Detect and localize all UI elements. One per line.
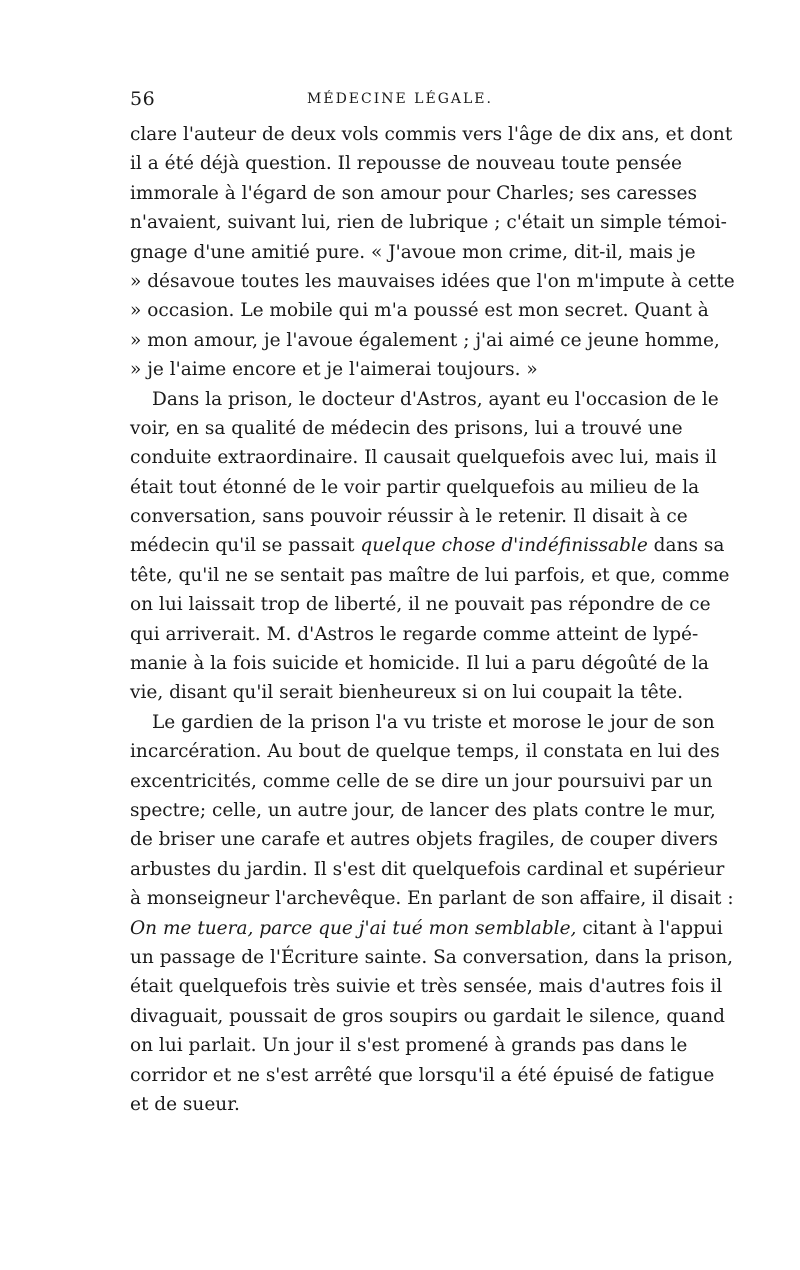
text-line: clare l'auteur de deux vols commis vers l'âge de dix ans, et dont bbox=[130, 124, 733, 145]
text-line: gnage d'une amitié pure. « J'avoue mon crime, dit-il, mais je bbox=[130, 241, 696, 263]
text-segment: médecin qu'il se passait bbox=[130, 535, 355, 557]
text-line: à monseigneur l'archevêque. En parlant de son affaire, il disait : bbox=[130, 888, 734, 910]
paragraph-3 bbox=[130, 708, 734, 1119]
text-line: Dans la prison, le docteur d'Astros, ayant eu l'occasion de le bbox=[152, 388, 719, 410]
text-line: on lui parlait. Un jour il s'est promené à grands pas dans le bbox=[130, 1035, 688, 1057]
text-line: voir, en sa qualité de médecin des prisons, lui a trouvé une bbox=[130, 417, 683, 439]
text-line: incarcération. Au bout de quelque temps, il constata en lui des bbox=[130, 741, 720, 763]
text-line: était tout étonné de le voir partir quelquefois au milieu de la bbox=[130, 476, 700, 498]
text-line: » désavoue toutes les mauvaises idées que l'on m'impute à cette bbox=[130, 270, 735, 292]
text-line: était quelquefois très suivie et très sensée, mais d'autres fois il bbox=[130, 976, 723, 998]
text-line: » mon amour, je l'avoue également ; j'ai aimé ce jeune homme, bbox=[130, 329, 720, 351]
running-title: MÉDECINE LÉGALE. bbox=[307, 91, 493, 107]
text-line: et de sueur. bbox=[130, 1093, 240, 1115]
text-line: de briser une carafe et autres objets fragiles, de couper divers bbox=[130, 829, 719, 851]
text-line: manie à la fois suicide et homicide. Il lui a paru dégoûté de la bbox=[130, 653, 709, 675]
book-page bbox=[130, 88, 735, 1119]
text-line: n'avaient, suivant lui, rien de lubrique ; c'était un simple témoi- bbox=[130, 212, 727, 234]
paragraph-2 bbox=[130, 385, 730, 708]
text-line: vie, disant qu'il serait bienheureux si on lui coupait la tête. bbox=[130, 682, 683, 704]
italic-phrase: quelque chose d'indéfinissable bbox=[360, 535, 648, 557]
text-line: arbustes du jardin. Il s'est dit quelquefois cardinal et supérieur bbox=[130, 858, 725, 880]
text-line: divaguait, poussait de gros soupirs ou gardait le silence, quand bbox=[130, 1005, 725, 1027]
text-line: excentricités, comme celle de se dire un jour poursuivi par un bbox=[130, 770, 713, 792]
text-segment: citant à l'appui bbox=[582, 917, 723, 939]
page-header bbox=[130, 88, 670, 120]
text-segment: dans sa bbox=[653, 535, 725, 557]
text-line-with-italic bbox=[130, 531, 725, 560]
italic-phrase: On me tuera, parce que j'ai tué mon semblable, bbox=[130, 917, 577, 939]
paragraph-1 bbox=[130, 120, 735, 385]
text-line: il a été déjà question. Il repousse de nouveau toute pensée bbox=[130, 153, 682, 175]
text-line: conduite extraordinaire. Il causait quelquefois avec lui, mais il bbox=[130, 447, 717, 469]
text-line: qui arriverait. M. d'Astros le regarde comme atteint de lypé- bbox=[130, 623, 699, 645]
text-line-with-italic bbox=[130, 914, 723, 943]
text-line: immorale à l'égard de son amour pour Charles; ses caresses bbox=[130, 182, 697, 204]
text-line: Le gardien de la prison l'a vu triste et morose le jour de son bbox=[152, 711, 715, 733]
text-line: » occasion. Le mobile qui m'a poussé est mon secret. Quant à bbox=[130, 300, 709, 322]
text-line: on lui laissait trop de liberté, il ne pouvait pas répondre de ce bbox=[130, 594, 711, 616]
text-line: un passage de l'Écriture sainte. Sa conversation, dans la prison, bbox=[130, 946, 734, 968]
page-number: 56 bbox=[130, 88, 156, 110]
text-line: tête, qu'il ne se sentait pas maître de lui parfois, et que, comme bbox=[130, 564, 730, 586]
text-line: corridor et ne s'est arrêté que lorsqu'il a été épuisé de fatigue bbox=[130, 1064, 715, 1086]
text-line: spectre; celle, un autre jour, de lancer des plats contre le mur, bbox=[130, 799, 716, 821]
text-line: » je l'aime encore et je l'aimerai toujours. » bbox=[130, 359, 538, 381]
text-line: conversation, sans pouvoir réussir à le retenir. Il disait à ce bbox=[130, 506, 688, 528]
